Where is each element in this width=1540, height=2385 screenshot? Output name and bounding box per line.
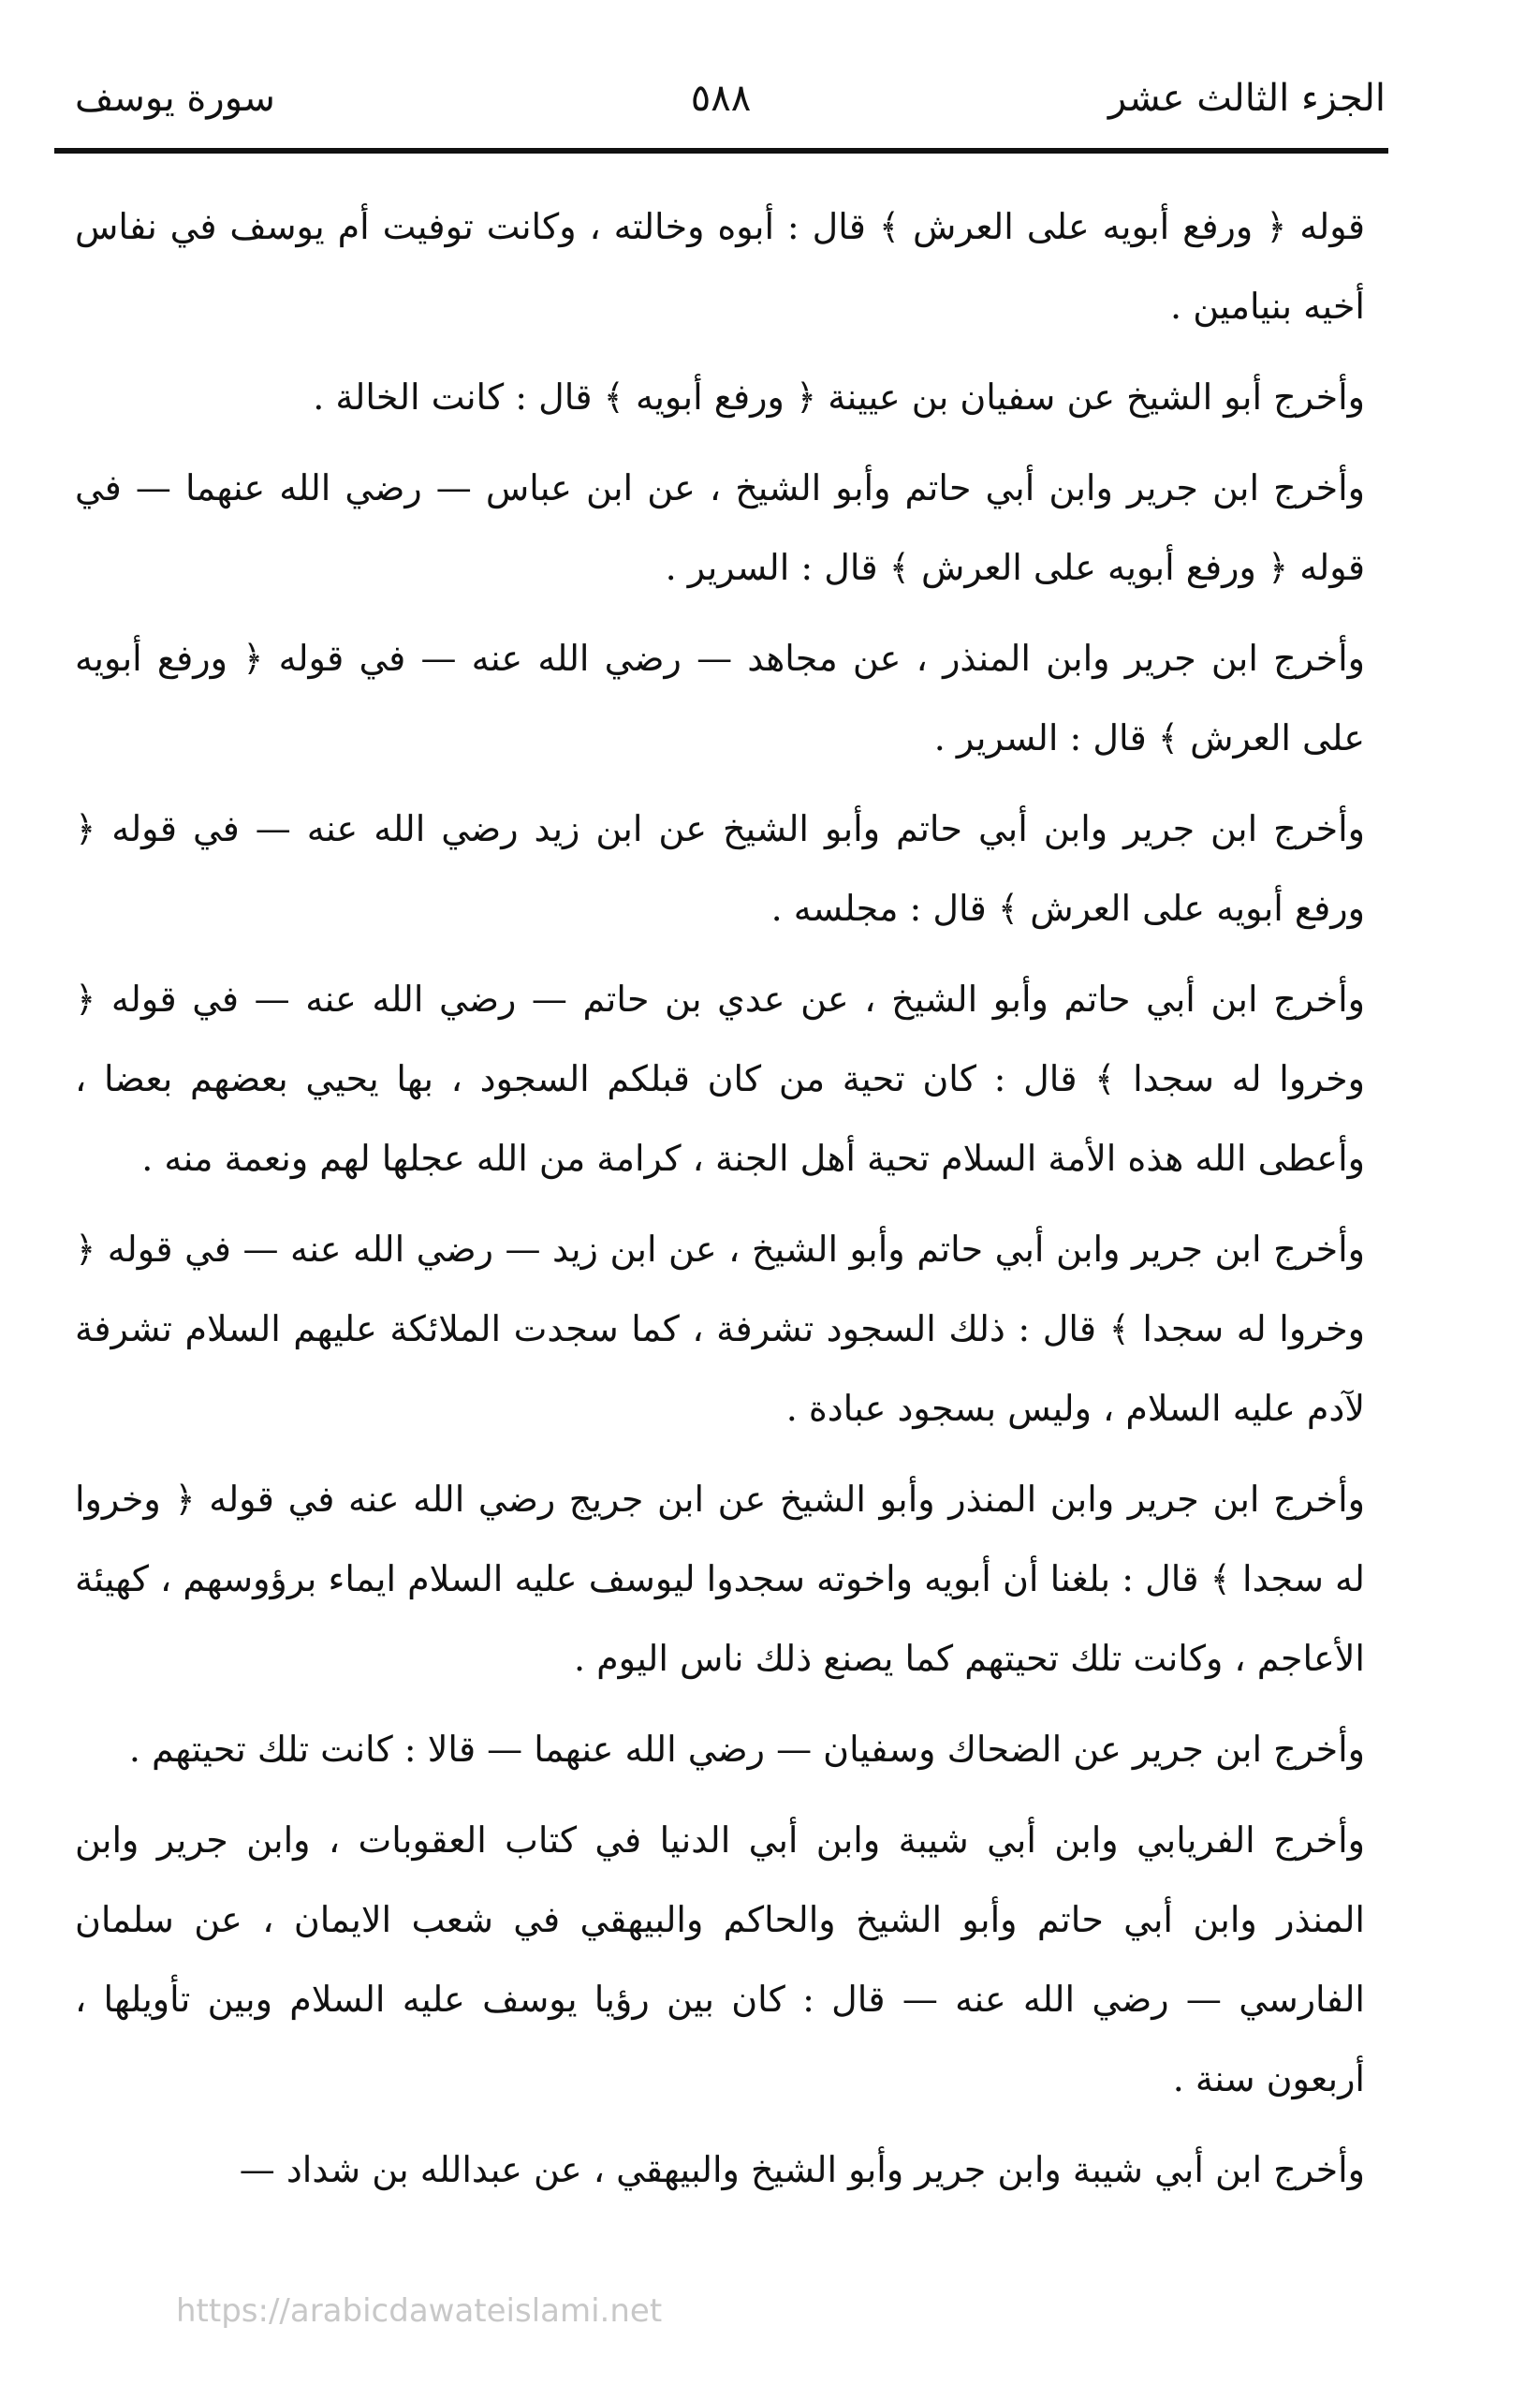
paragraph-3: وأخرج ابن جرير وابن أبي حاتم وأبو الشيخ ، عن ابن عباس — رضي الله عنهما — في قوله ﴿ ورفع أبويه على العرش ﴾ قال : السرير .	[75, 467, 1365, 588]
header-divider	[54, 148, 1388, 154]
surah-title: سورة يوسف	[75, 77, 275, 120]
watermark-url: https://arabicdawateislami.net	[176, 2292, 663, 2330]
page-header	[56, 52, 1386, 136]
paragraph-8: وأخرج ابن جرير وابن المنذر وأبو الشيخ عن ابن جريج رضي الله عنه في قوله ﴿ وخروا له سجدا ﴾ قال : بلغنا أن أبويه واخوته سجدوا ليوسف عليه السلام ايماء برؤوسهم ، كهيئة الأعاجم ، وكانت تلك تحيتهم كما يصنع ذلك ناس اليوم .	[75, 1479, 1365, 1679]
page-body	[75, 187, 1365, 2221]
paragraph-7: وأخرج ابن جرير وابن أبي حاتم وأبو الشيخ ، عن ابن زيد — رضي الله عنه — في قوله ﴿ وخروا له سجدا ﴾ قال : ذلك السجود تشرفة ، كما سجدت الملائكة عليهم السلام تشرفة لآدم عليه السلام ، وليس بسجود عبادة .	[75, 1229, 1365, 1429]
paragraph-9: وأخرج ابن جرير عن الضحاك وسفيان — رضي الله عنهما — قالا : كانت تلك تحيتهم .	[128, 1729, 1365, 1770]
juz-title: الجزء الثالث عشر	[1107, 77, 1386, 120]
paragraph-2: وأخرج أبو الشيخ عن سفيان بن عيينة ﴿ ورفع أبويه ﴾ قال : كانت الخالة .	[313, 376, 1365, 418]
paragraph-4: وأخرج ابن جرير وابن المنذر ، عن مجاهد — رضي الله عنه — في قوله ﴿ ورفع أبويه على العرش ﴾ قال : السرير .	[75, 638, 1365, 758]
paragraph-1: قوله ﴿ ورفع أبويه على العرش ﴾ قال : أبوه وخالته ، وكانت توفيت أم يوسف في نفاس أخيه بنيامين .	[75, 206, 1365, 327]
paragraph-5: وأخرج ابن جرير وابن أبي حاتم وأبو الشيخ عن ابن زيد رضي الله عنه — في قوله ﴿ ورفع أبويه على العرش ﴾ قال : مجلسه .	[75, 808, 1365, 929]
paragraph-11: وأخرج ابن أبي شيبة وابن جرير وأبو الشيخ والبيهقي ، عن عبدالله بن شداد —	[239, 2149, 1365, 2190]
page-number: ٥٨٨	[690, 77, 752, 120]
paragraph-10: وأخرج الفريابي وابن أبي شيبة وابن أبي الدنيا في كتاب العقوبات ، وابن جرير وابن المنذر وابن أبي حاتم وأبو الشيخ والحاكم والبيهقي في شعب الايمان ، عن سلمان الفارسي — رضي الله عنه — قال : كان بين رؤيا يوسف عليه السلام وبين تأويلها ، أربعون سنة .	[75, 1819, 1365, 2099]
paragraph-6: وأخرج ابن أبي حاتم وأبو الشيخ ، عن عدي بن حاتم — رضي الله عنه — في قوله ﴿ وخروا له سجدا ﴾ قال : كان تحية من كان قبلكم السجود ، بها يحيي بعضهم بعضا ، وأعطى الله هذه الأمة السلام تحية أهل الجنة ، كرامة من الله عجلها لهم ونعمة منه .	[75, 979, 1365, 1179]
